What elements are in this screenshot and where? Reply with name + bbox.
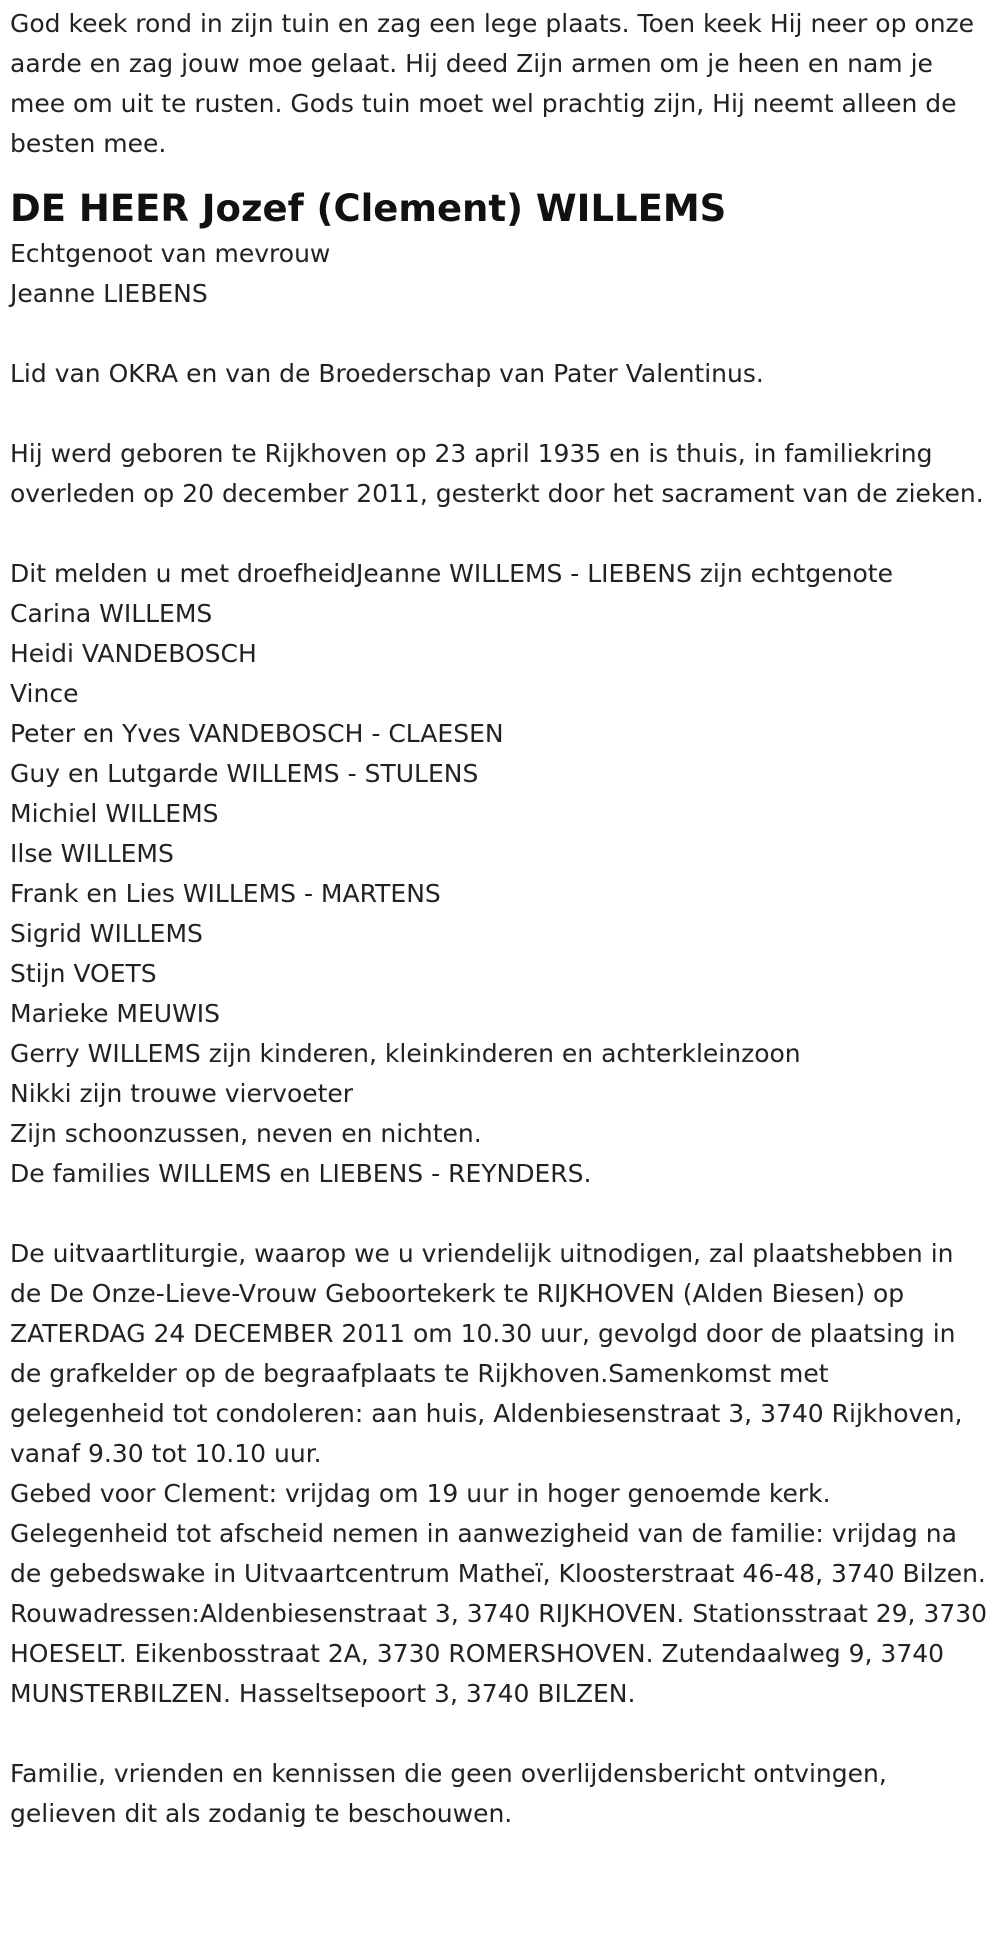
mourner-line: Vince <box>10 679 79 708</box>
mourner-line: Stijn VOETS <box>10 959 157 988</box>
mourner-line: Michiel WILLEMS <box>10 799 219 828</box>
mourner-line: Zijn schoonzussen, neven en nichten. <box>10 1119 482 1148</box>
farewell-text: Gelegenheid tot afscheid nemen in aanwezigheid van de familie: vrijdag na de gebedswake in Uitvaartcentrum Matheï, Kloosterstraat 46-48, 3740 Bilzen. <box>10 1519 986 1588</box>
spacer <box>10 394 990 434</box>
mourner-line: Gerry WILLEMS zijn kinderen, kleinkinderen en achterkleinzoon <box>10 1039 801 1068</box>
mourner-line: Carina WILLEMS <box>10 599 213 628</box>
spacer <box>10 164 990 184</box>
page-title: DE HEER Jozef (Clement) WILLEMS <box>10 187 727 230</box>
prayer-text: Gebed voor Clement: vrijdag om 19 uur in hoger genoemde kerk. <box>10 1479 831 1508</box>
mourner-line: Ilse WILLEMS <box>10 839 174 868</box>
addresses-text: Rouwadressen:Aldenbiesenstraat 3, 3740 RIJKHOVEN. Stationsstraat 29, 3730 HOESELT. Eikenbosstraat 2A, 3730 ROMERSHOVEN. Zutendaalweg 9, 3740 MUNSTERBILZEN. Hasseltsepoort 3, 3740 BILZEN. <box>10 1599 988 1708</box>
mourner-line: Nikki zijn trouwe viervoeter <box>10 1079 354 1108</box>
spacer <box>10 514 990 554</box>
mourner-line: Marieke MEUWIS <box>10 999 221 1028</box>
mourner-line: Guy en Lutgarde WILLEMS - STULENS <box>10 759 479 788</box>
spouse-block <box>10 234 990 314</box>
mourner-line: De families WILLEMS en LIEBENS - REYNDERS. <box>10 1159 592 1188</box>
mourner-line: Peter en Yves VANDEBOSCH - CLAESEN <box>10 719 504 748</box>
closing-text: Familie, vrienden en kennissen die geen overlijdensbericht ontvingen, gelieven dit als zodanig te beschouwen. <box>10 1759 887 1828</box>
spacer <box>10 314 990 354</box>
mourner-line: Heidi VANDEBOSCH <box>10 639 257 668</box>
birth-death-text: Hij werd geboren te Rijkhoven op 23 april 1935 en is thuis, in familiekring overleden op 20 december 2011, gesterkt door het sacrament van de zieken. <box>10 439 984 508</box>
mourner-line: Frank en Lies WILLEMS - MARTENS <box>10 879 441 908</box>
intro-poem: God keek rond in zijn tuin en zag een lege plaats. Toen keek Hij neer op onze aarde en zag jouw moe gelaat. Hij deed Zijn armen om je heen en nam je mee om uit te rusten. Gods tuin moet wel prachtig zijn, Hij neemt alleen de besten mee. <box>10 9 975 158</box>
mourners-list <box>10 554 990 1194</box>
spouse-name: Jeanne LIEBENS <box>10 279 208 308</box>
spacer <box>10 1194 990 1234</box>
membership-text: Lid van OKRA en van de Broederschap van Pater Valentinus. <box>10 359 764 388</box>
spouse-line: Echtgenoot van mevrouw <box>10 239 331 268</box>
mourner-line: Dit melden u met droefheidJeanne WILLEMS - LIEBENS zijn echtgenote <box>10 559 893 588</box>
mourner-line: Sigrid WILLEMS <box>10 919 203 948</box>
funeral-text: De uitvaartliturgie, waarop we u vriendelijk uitnodigen, zal plaatshebben in de De Onze-Lieve-Vrouw Geboortekerk te RIJKHOVEN (Alden Biesen) op ZATERDAG 24 DECEMBER 2011 om 10.30 uur, gevolgd door de plaatsing in de grafkelder op de begraafplaats te Rijkhoven.Samenkomst met gelegenheid tot condoleren: aan huis, Aldenbiesenstraat 3, 3740 Rijkhoven, vanaf 9.30 tot 10.10 uur. <box>10 1239 963 1468</box>
spacer <box>10 1714 990 1754</box>
